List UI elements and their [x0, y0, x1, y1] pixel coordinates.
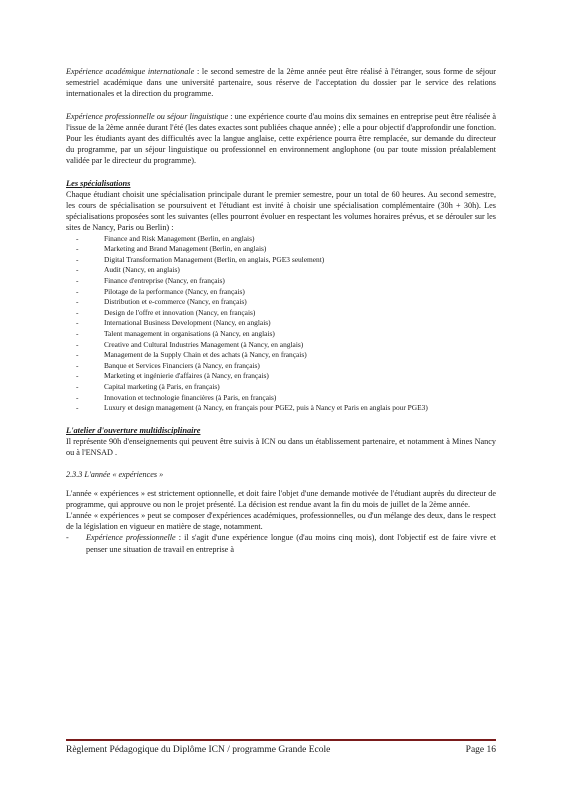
specialisations-list [66, 234, 496, 414]
page-footer [66, 744, 496, 756]
bullet-experience-professionnelle [66, 532, 496, 554]
footer-title: Règlement Pédagogique du Diplôme ICN / programme Grande Ecole [66, 745, 331, 755]
section-heading-2-3-3: 2.3.3 L'année « expériences » [66, 470, 164, 480]
list-item: - Management de la Supply Chain et des achats (à Nancy, en français) [76, 350, 496, 361]
footer-rule [66, 739, 496, 741]
specialisations-intro: Chaque étudiant choisit une spécialisation principale durant le premier semestre, pour un total de 60 heures. Au second semestre, les cours de spécialisation se poursuivent et l'étudiant est invité à choisir une spécialisation complémentaire (30h + 30h). Les spécialisations proposées sont les suivantes (elles pourront évoluer en respectant les volumes horaires prévus, et se dérouler sur les sites de Nancy, Paris ou Berlin) : [66, 189, 496, 233]
paragraph-lead: Expérience académique internationale [66, 67, 195, 76]
paragraph-experience-professionnelle [66, 111, 496, 167]
paragraph-text: : une expérience courte d'au moins dix semaines en entreprise peut être réalisée à l'issue de la 2ème année durant l'été (les dates exactes sont publiées chaque année) ; elle a pour objectif d'approfondir une fonction. Pour les étudiants ayant des difficultés avec la langue anglaise, cette expérience pourra être remplacée, sur demande du directeur du programme, par un séjour linguistique ou professionnel en environnement anglophone (ou par toute mission préalablement validée par le directeur du programme). [66, 111, 497, 166]
footer-page-number: Page 16 [465, 745, 496, 755]
list-item: - Marketing and Brand Management (Berlin, en anglais) [76, 244, 496, 255]
list-item: - Digital Transformation Management (Berlin, en anglais, PGE3 seulement) [76, 255, 496, 266]
list-item: - Banque et Services Financiers (à Nancy, en français) [76, 361, 496, 372]
list-item: - Finance and Risk Management (Berlin, en anglais) [76, 234, 496, 245]
atelier-text: Il représente 90h d'enseignements qui peuvent être suivis à ICN ou dans un établissement partenaire, et notamment à Mines Nancy ou à l'ENSAD . [66, 436, 496, 458]
bullet-lead: Expérience professionnelle [86, 533, 176, 543]
list-item: - Luxury et design management (à Nancy, en français pour PGE2, puis à Nancy et Paris en anglais pour PGE3) [76, 403, 496, 414]
paragraph-experience-academique [66, 66, 496, 100]
list-item: - Audit (Nancy, en anglais) [76, 265, 496, 276]
paragraph-text: : le second semestre de la 2ème année peut être réalisé à l'étranger, sous forme de séjour semestriel académique dans une université partenaire, sous réserve de l'acceptation du dossier par le service des relations internationales et la direction du programme. [66, 67, 496, 99]
bullet-dash: - [66, 533, 69, 543]
specialisations-heading: Les spécialisations [66, 178, 131, 188]
document-body [66, 66, 496, 555]
list-item: - Finance d'entreprise (Nancy, en français) [76, 276, 496, 287]
annee-experiences-paragraph-1: L'année « expériences » est strictement optionnelle, et doit faire l'objet d'une demande motivée de l'étudiant auprès du directeur de programme, qui approuve ou non le projet présenté. La décision est rendue avant la fin du mois de juillet de la 2ème année. [66, 488, 496, 509]
list-item: - International Business Development (Nancy, en anglais) [76, 318, 496, 329]
list-item: - Marketing et ingénierie d'affaires (à Nancy, en français) [76, 371, 496, 382]
bullet-text: : il s'agit d'une expérience longue (d'au moins cinq mois), dont l'objectif est de faire vivre et penser une situation de travail en entreprise à [86, 533, 496, 554]
list-item: - Innovation et technologie financières (à Paris, en français) [76, 393, 496, 404]
list-item: - Pilotage de la performance (Nancy, en français) [76, 287, 496, 298]
annee-experiences-paragraph-2: L'année « expériences » peut se composer d'expériences académiques, professionnelles, ou d'un mélange des deux, dans le respect de la législation en vigueur en matière de stage, notamment. [66, 510, 496, 532]
list-item: - Talent management in organisations (à Nancy, en anglais) [76, 329, 496, 340]
list-item: - Creative and Cultural Industries Management (à Nancy, en anglais) [76, 340, 496, 351]
paragraph-lead: Expérience professionnelle ou séjour linguistique [66, 111, 229, 121]
list-item: - Capital marketing (à Paris, en français) [76, 382, 496, 393]
list-item: - Distribution et e-commerce (Nancy, en français) [76, 297, 496, 308]
list-item: - Design de l'offre et innovation (Nancy, en français) [76, 308, 496, 319]
atelier-heading: L'atelier d'ouverture multidisciplinaire [66, 425, 201, 435]
